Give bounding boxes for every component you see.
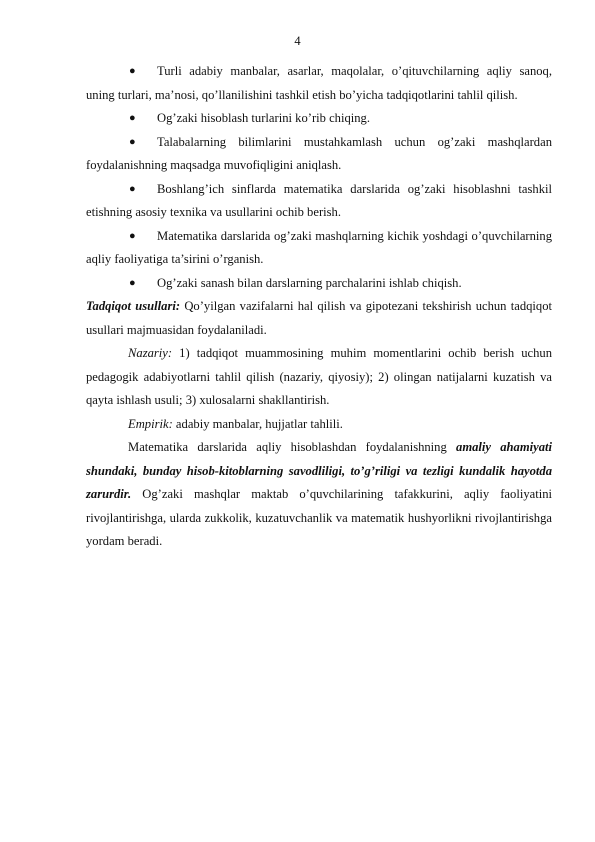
bullet-item [86,178,552,225]
bullet-item [86,131,552,178]
bullet-text: Turli adabiy manbalar, asarlar, maqolalar, o’qituvchilarning aqliy sanoq, uning turlari, ma’nosi, qo’llanilishini tashkil etish bo’yicha tadqiqotlarini tahlil qilish. [86,64,552,102]
conclusion-paragraph [86,436,552,554]
bullet-text: Og’zaki hisoblash turlarini ko’rib chiqing. [157,111,370,125]
bullet-icon: ● [129,276,136,289]
conclusion-lead: Matematika darslarida aqliy hisoblashdan foydalanishning [128,440,457,454]
page-content [86,60,552,554]
methods-paragraph [86,295,552,342]
bullet-text: Talabalarning bilimlarini mustahkamlash uchun og’zaki mashqlardan foydalanishning maqsadga muvofiqligini aniqlash. [86,134,552,172]
page-number: 4 [294,34,301,48]
methods-label: Tadqiqot usullari: [86,299,181,313]
theoretical-paragraph [86,342,552,413]
methods-text: Qo’yilgan vazifalarni hal qilish va gipotezani tekshirish uchun tadqiqot usullari majmuasidan foydalaniladi. [86,299,552,337]
conclusion-emphasis: amaliy ahamiyati shundaki, bunday hisob-kitoblarning savodliligi, to’g’riligi va tezligi kundalik hayotda zarurdir. [86,440,552,501]
theoretical-label: Nazariy: [128,346,173,360]
bullet-item [86,225,552,272]
bullet-icon: ● [129,182,136,195]
bullet-icon: ● [129,112,136,124]
bullet-item [86,107,552,131]
bullet-icon: ● [129,65,136,77]
bullet-text: Boshlang’ich sinflarda matematika darslarida og’zaki hisoblashni tashkil etishning asosiy texnika va usullarini ochib berish. [86,181,552,219]
empirical-text: adabiy manbalar, hujjatlar tahlili. [172,416,343,431]
empirical-paragraph [86,413,552,437]
bullet-icon: ● [129,135,136,148]
bullet-text: Matematika darslarida og’zaki mashqlarning kichik yoshdagi o’quvchilarning aqliy faoliyatiga ta’sirini o’rganish. [86,228,552,266]
bullet-item [86,272,552,296]
theoretical-text: 1) tadqiqot muammosining muhim momentlarini ochib berish uchun pedagogik adabiyotlarni tahlil qilish (nazariy, qiyosiy); 2) olingan natijalarni kuzatish va qayta ishlash usuli; 3) xulosalarni shakllantirish. [86,346,552,407]
bullet-text: Og’zaki sanash bilan darslarning parchalarini ishlab chiqish. [157,275,462,290]
conclusion-tail: Og’zaki mashqlar maktab o’quvchilarining tafakkurini, aqliy faoliyatini rivojlantirishga, ularda zukkolik, kuzatuvchanlik va matematik hushyorlikni rivojlantirishga yordam beradi. [86,487,552,548]
empirical-label: Empirik: [128,416,173,431]
bullet-icon: ● [129,229,136,242]
bullet-item [86,60,552,107]
